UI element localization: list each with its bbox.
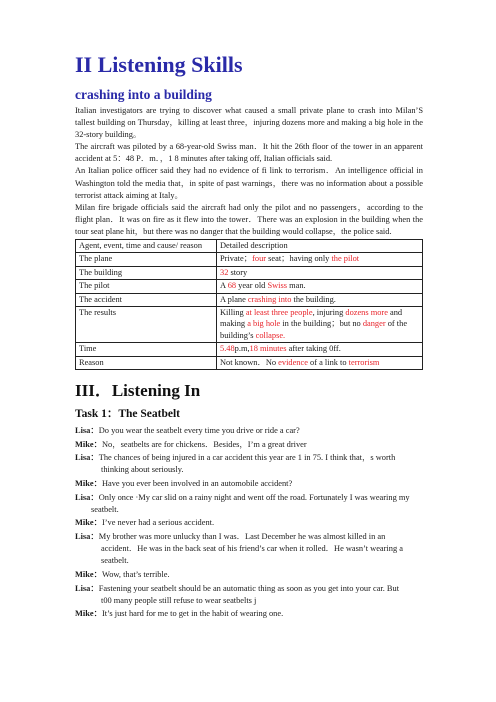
dialogue-continuation: accident．He was in the back seat of his friend’s car when it rolled．He wasn’t wearing a — [101, 544, 403, 554]
description-text: , injuring — [312, 308, 346, 318]
speaker-name: Lisa： — [75, 453, 99, 463]
table-header-row — [76, 240, 423, 253]
speaker-name: Mike： — [75, 609, 102, 619]
dialogue-line — [75, 517, 423, 529]
highlighted-answer: a big hole — [247, 319, 281, 329]
description-text: man. — [287, 281, 306, 291]
dialogue-text: The chances of being injured in a car accident this year are 1 in 75. I think that，s worth — [98, 453, 396, 463]
description-text: in the building；but no — [280, 319, 363, 329]
description-table — [75, 239, 423, 370]
highlighted-answer: terrorism — [348, 357, 380, 367]
table-row-label: The results — [76, 307, 217, 343]
speaker-name: Lisa： — [75, 426, 99, 436]
dialogue-continuation: seatbelt. — [101, 556, 129, 566]
document-page — [75, 52, 423, 622]
dialogue-line — [75, 492, 423, 516]
dialogue-text: Only once ·My car slid on a rainy night and went off the road. Fortunately I was wearing my — [98, 492, 410, 502]
table-row-label: The plane — [76, 253, 217, 266]
speaker-name: Lisa： — [75, 532, 99, 542]
description-text: Private； — [220, 254, 253, 264]
highlighted-answer: evidence — [278, 357, 308, 367]
table-row — [76, 307, 423, 343]
paragraph: An Italian police officer said they had no evidence of fi link to terrorism．An intelligence official in Washington told the media that，in spite of past warnings，there was no information about a possible terrorist attack aiming at Italy。 — [75, 166, 423, 200]
dialogue-text: No，seatbelts are for chickens．Besides，I’m a great driver — [101, 439, 307, 449]
description-text: story — [230, 267, 248, 277]
dialogue-line — [75, 478, 423, 490]
dialogue — [75, 425, 423, 621]
section-title: II Listening Skills — [75, 52, 243, 77]
table-row-description — [217, 343, 423, 356]
highlighted-answer: 32 — [220, 267, 231, 277]
description-text: A plane — [220, 294, 248, 304]
table-row — [76, 266, 423, 279]
highlighted-answer: 18 minutes — [249, 344, 287, 354]
dialogue-line — [75, 439, 423, 451]
dialogue-text: My brother was more unlucky than I was．Last December he was almost killed in an — [98, 532, 386, 542]
dialogue-text: Wow, that’s terrible. — [101, 570, 170, 580]
paragraph: Milan fire brigade officials said the aircraft had only the pilot and no passengers，according to the flight plan．It was on fire as it flew into the tower．There was an explosion in the building when the tour seat plane hit，but there was no danger that the building would collapse，the police said. — [75, 202, 423, 236]
dialogue-line — [75, 608, 423, 620]
highlighted-answer: danger — [362, 319, 386, 329]
description-text: Not known．No — [220, 357, 279, 367]
dialogue-line — [75, 425, 423, 437]
speaker-name: Mike： — [75, 518, 102, 528]
description-text: after taking 0ff. — [286, 344, 341, 354]
description-text: A — [220, 281, 228, 291]
table-row — [76, 280, 423, 293]
dialogue-line — [75, 531, 423, 568]
highlighted-answer: collapse. — [255, 330, 286, 340]
description-text: of the building’s — [220, 319, 408, 340]
table-row — [76, 343, 423, 356]
table-row-description — [217, 356, 423, 369]
highlighted-answer: the pilot — [331, 254, 360, 264]
dialogue-continuation: t00 many people still refuse to wear seatbelts j — [101, 595, 257, 605]
highlighted-answer: crashing into — [247, 294, 292, 304]
task-title: Task 1：The Seatbelt — [75, 408, 181, 421]
dialogue-text: Have you ever been involved in an automobile accident? — [101, 479, 293, 489]
dialogue-text: I’ve never had a serious accident. — [101, 518, 215, 528]
dialogue-line — [75, 583, 423, 607]
dialogue-line — [75, 569, 423, 581]
highlighted-answer: at least three people — [245, 308, 313, 318]
table-row-description — [217, 266, 423, 279]
speaker-name: Mike： — [75, 439, 102, 449]
highlighted-answer: dozens more — [345, 308, 388, 318]
dialogue-line — [75, 452, 423, 476]
description-text: of a link to — [307, 357, 349, 367]
dialogue-text: Fastening your seatbelt should be an automatic thing as soon as you get into your car. But — [98, 583, 400, 593]
speaker-name: Mike： — [75, 570, 102, 580]
speaker-name: Mike： — [75, 479, 102, 489]
table-row-label: The pilot — [76, 280, 217, 293]
table-row-label: The accident — [76, 293, 217, 306]
description-text: p.m, — [234, 344, 250, 354]
section-title: III．Listening In — [75, 381, 201, 401]
table-row-description — [217, 280, 423, 293]
description-text: year old — [236, 281, 268, 291]
dialogue-continuation: thinking about seriously. — [101, 465, 184, 475]
table-row — [76, 356, 423, 369]
table-row-label: Time — [76, 343, 217, 356]
table-header-cell: Detailed description — [217, 240, 423, 253]
table-row-description — [217, 293, 423, 306]
speaker-name: Lisa： — [75, 583, 99, 593]
description-text: Killing — [220, 308, 246, 318]
dialogue-continuation: seatbelt. — [91, 504, 119, 514]
dialogue-text: It’s just hard for me to get in the habit of wearing one. — [101, 609, 284, 619]
highlighted-answer: four — [252, 254, 269, 264]
paragraph: Italian investigators are trying to discover what caused a small private plane to crash into Milan’S tallest building on Thursday，killing at least three，injuring dozens more and making a big hole in the 32-story building。 — [75, 106, 423, 140]
description-text: seat；having only — [268, 254, 332, 264]
table-row-description — [217, 307, 423, 343]
paragraph: The aircraft was piloted by a 68-year-old Swiss man．It hit the 26th floor of the tower in an apparent accident at 5：48 P．m．，1 8 minutes after taking off, Italian officials said. — [75, 142, 423, 164]
highlighted-answer: Swiss — [267, 281, 288, 291]
description-text: the building. — [291, 294, 336, 304]
table-row-label: The building — [76, 266, 217, 279]
highlighted-answer: 5.48 — [220, 344, 235, 354]
dialogue-text: Do you wear the seatbelt every time you drive or ride a car? — [98, 426, 300, 436]
highlighted-answer: 68 — [227, 281, 237, 291]
table-row — [76, 293, 423, 306]
table-row-label: Reason — [76, 356, 217, 369]
table-header-cell: Agent, event, time and cause/ reason — [76, 240, 217, 253]
table-row — [76, 253, 423, 266]
subsection-title: crashing into a building — [75, 87, 212, 102]
description-text: and making — [220, 308, 403, 329]
table-row-description — [217, 253, 423, 266]
speaker-name: Lisa： — [75, 492, 99, 502]
